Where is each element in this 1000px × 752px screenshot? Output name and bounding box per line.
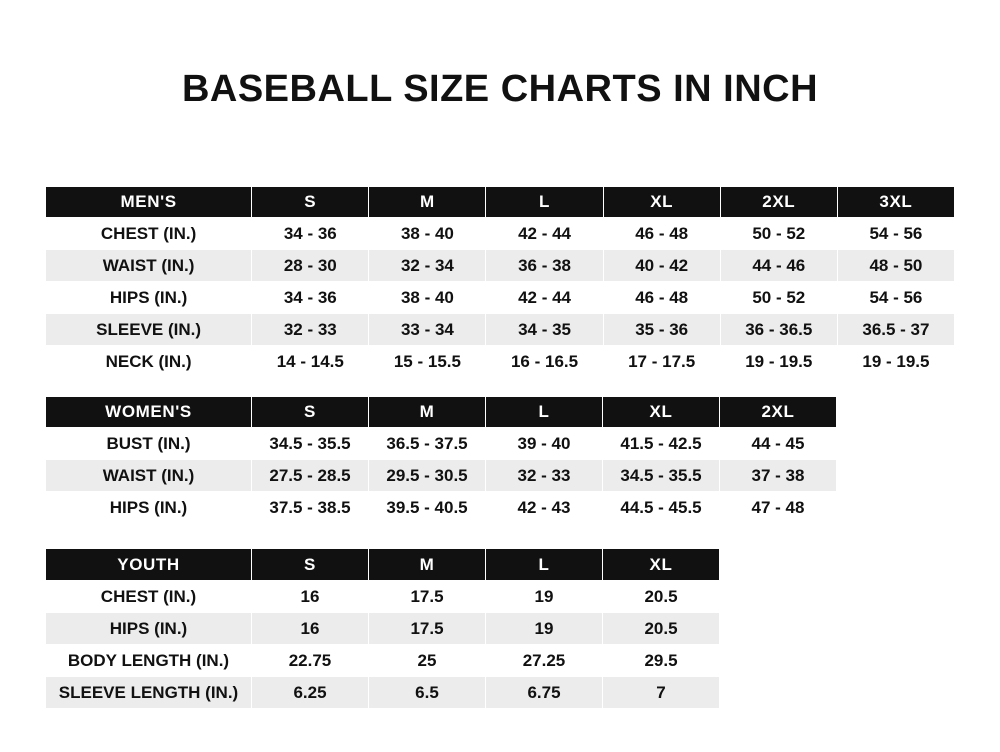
table-cell: 17.5 xyxy=(369,613,486,645)
table-row xyxy=(46,314,955,346)
row-label: HIPS (IN.) xyxy=(46,613,252,645)
column-header: XL xyxy=(603,397,720,428)
table-cell: 32 - 34 xyxy=(369,250,486,282)
table-cell: 25 xyxy=(369,645,486,677)
table-row xyxy=(46,492,837,524)
table-cell: 36 - 38 xyxy=(486,250,603,282)
table-cell: 34 - 36 xyxy=(252,218,369,250)
column-header: 2XL xyxy=(720,397,837,428)
table-cell: 28 - 30 xyxy=(252,250,369,282)
table-cell: 37.5 - 38.5 xyxy=(252,492,369,524)
youth-size-table xyxy=(45,548,720,709)
table-cell: 16 - 16.5 xyxy=(486,346,603,378)
mens-size-table xyxy=(45,186,955,378)
table-cell: 7 xyxy=(603,677,720,709)
column-header: XL xyxy=(603,187,720,218)
row-label: CHEST (IN.) xyxy=(46,218,252,250)
table-cell: 32 - 33 xyxy=(252,314,369,346)
row-label: HIPS (IN.) xyxy=(46,492,252,524)
table-cell: 14 - 14.5 xyxy=(252,346,369,378)
column-header: L xyxy=(486,187,603,218)
table-cell: 19 xyxy=(486,613,603,645)
table-cell: 34 - 36 xyxy=(252,282,369,314)
column-header: M xyxy=(369,549,486,581)
table-cell: 6.5 xyxy=(369,677,486,709)
column-header: S xyxy=(252,397,369,428)
table-cell: 37 - 38 xyxy=(720,460,837,492)
row-label: CHEST (IN.) xyxy=(46,581,252,613)
table-cell: 36.5 - 37 xyxy=(837,314,954,346)
table-cell: 38 - 40 xyxy=(369,282,486,314)
table-cell: 27.25 xyxy=(486,645,603,677)
column-header: S xyxy=(252,549,369,581)
column-header: M xyxy=(369,187,486,218)
table-cell: 42 - 44 xyxy=(486,218,603,250)
table-cell: 35 - 36 xyxy=(603,314,720,346)
table-cell: 42 - 43 xyxy=(486,492,603,524)
table-cell: 54 - 56 xyxy=(837,282,954,314)
table-cell: 29.5 - 30.5 xyxy=(369,460,486,492)
table-row xyxy=(46,677,720,709)
column-header: L xyxy=(486,397,603,428)
table-cell: 54 - 56 xyxy=(837,218,954,250)
row-label: WAIST (IN.) xyxy=(46,460,252,492)
table-cell: 34 - 35 xyxy=(486,314,603,346)
column-header: XL xyxy=(603,549,720,581)
row-label: NECK (IN.) xyxy=(46,346,252,378)
table-cell: 33 - 34 xyxy=(369,314,486,346)
table-cell: 29.5 xyxy=(603,645,720,677)
table-header-row xyxy=(46,549,720,581)
column-header: 2XL xyxy=(720,187,837,218)
table-cell: 47 - 48 xyxy=(720,492,837,524)
table-row xyxy=(46,613,720,645)
table-row xyxy=(46,346,955,378)
table-cell: 40 - 42 xyxy=(603,250,720,282)
column-header: M xyxy=(369,397,486,428)
column-header: WOMEN'S xyxy=(46,397,252,428)
table-row xyxy=(46,218,955,250)
table-cell: 19 xyxy=(486,581,603,613)
table-row xyxy=(46,282,955,314)
table-cell: 19 - 19.5 xyxy=(837,346,954,378)
table-cell: 39.5 - 40.5 xyxy=(369,492,486,524)
table-header-row xyxy=(46,397,837,428)
table-cell: 20.5 xyxy=(603,613,720,645)
table-cell: 17.5 xyxy=(369,581,486,613)
row-label: WAIST (IN.) xyxy=(46,250,252,282)
table-row xyxy=(46,428,837,460)
table-cell: 32 - 33 xyxy=(486,460,603,492)
table-cell: 44 - 46 xyxy=(720,250,837,282)
table-row xyxy=(46,250,955,282)
row-label: BODY LENGTH (IN.) xyxy=(46,645,252,677)
row-label: SLEEVE (IN.) xyxy=(46,314,252,346)
table-cell: 46 - 48 xyxy=(603,282,720,314)
table-cell: 50 - 52 xyxy=(720,282,837,314)
column-header: L xyxy=(486,549,603,581)
table-cell: 44 - 45 xyxy=(720,428,837,460)
table-cell: 50 - 52 xyxy=(720,218,837,250)
table-cell: 19 - 19.5 xyxy=(720,346,837,378)
table-row xyxy=(46,460,837,492)
table-cell: 27.5 - 28.5 xyxy=(252,460,369,492)
table-cell: 46 - 48 xyxy=(603,218,720,250)
table-cell: 17 - 17.5 xyxy=(603,346,720,378)
table-cell: 15 - 15.5 xyxy=(369,346,486,378)
table-cell: 20.5 xyxy=(603,581,720,613)
table-cell: 34.5 - 35.5 xyxy=(252,428,369,460)
table-row xyxy=(46,645,720,677)
table-cell: 16 xyxy=(252,581,369,613)
row-label: BUST (IN.) xyxy=(46,428,252,460)
column-header: MEN'S xyxy=(46,187,252,218)
row-label: SLEEVE LENGTH (IN.) xyxy=(46,677,252,709)
table-cell: 6.25 xyxy=(252,677,369,709)
table-cell: 36.5 - 37.5 xyxy=(369,428,486,460)
table-cell: 39 - 40 xyxy=(486,428,603,460)
page-title: BASEBALL SIZE CHARTS IN INCH xyxy=(181,68,819,110)
womens-size-table xyxy=(45,396,837,524)
table-cell: 44.5 - 45.5 xyxy=(603,492,720,524)
table-cell: 6.75 xyxy=(486,677,603,709)
table-cell: 42 - 44 xyxy=(486,282,603,314)
table-cell: 36 - 36.5 xyxy=(720,314,837,346)
table-row xyxy=(46,581,720,613)
table-cell: 48 - 50 xyxy=(837,250,954,282)
table-cell: 38 - 40 xyxy=(369,218,486,250)
table-header-row xyxy=(46,187,955,218)
table-cell: 16 xyxy=(252,613,369,645)
table-cell: 34.5 - 35.5 xyxy=(603,460,720,492)
row-label: HIPS (IN.) xyxy=(46,282,252,314)
table-cell: 41.5 - 42.5 xyxy=(603,428,720,460)
table-cell: 22.75 xyxy=(252,645,369,677)
column-header: 3XL xyxy=(837,187,954,218)
column-header: S xyxy=(252,187,369,218)
column-header: YOUTH xyxy=(46,549,252,581)
